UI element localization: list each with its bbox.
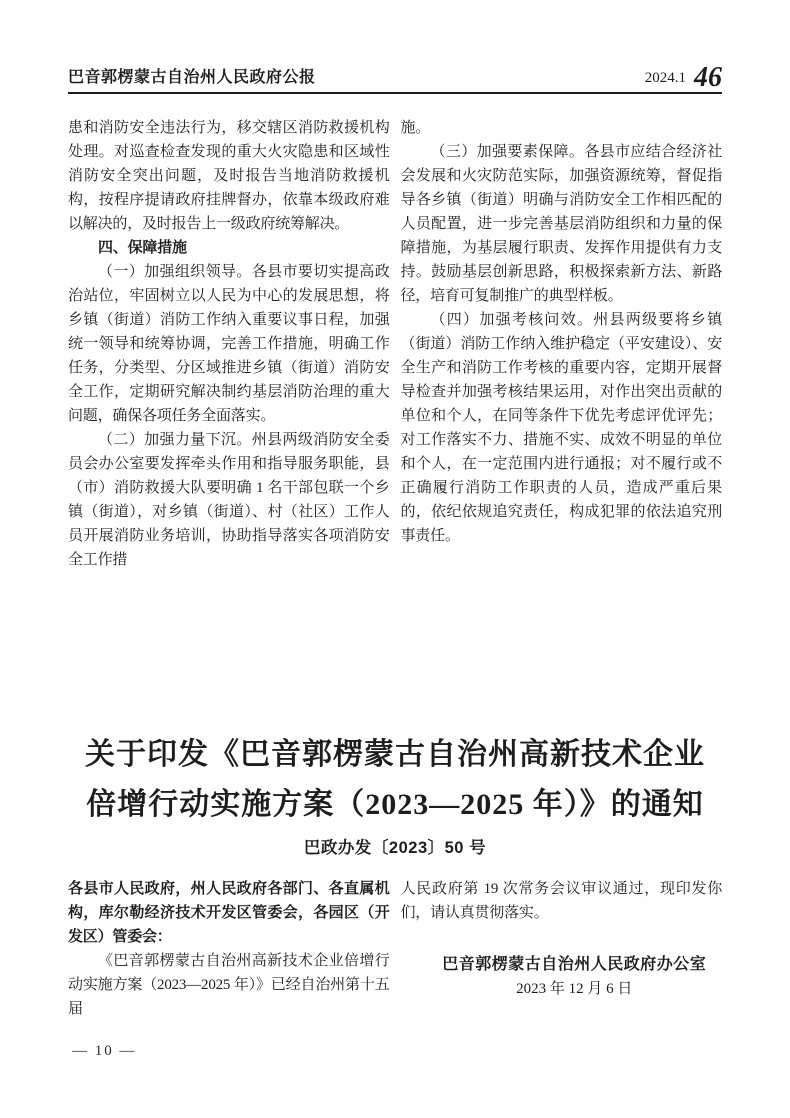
bottom-left-column [68,877,390,1027]
body-paragraph: （二）加强力量下沉。州县两级消防安全委员会办公室要发挥牵头作用和指导服务职能，县（市）消防救援大队要明确 1 名干部包联一个乡镇（街道），对乡镇（街道）、村（社区）工作人员开展消防业务培训，协助指导落实各项消防安全工作措 [68,432,390,568]
gazette-title: 巴音郭楞蒙古自治州人民政府公报 [68,69,316,86]
issue-date: 2024.1 [644,70,686,86]
notice-title [68,730,722,830]
bottom-right-column [401,877,723,1027]
body-paragraph-continued: 施。 [400,120,431,136]
body-paragraph-continued: 患和消防安全违法行为，移交辖区消防救援机构处理。对巡查检查发现的重大火灾隐患和区域性消防安全突出问题，及时报告当地消防救援机构，按程序提请政府挂牌督办，依靠本级政府难以解决的，及时报告上一级政府统筹解决。 [68,120,390,232]
top-left-column [68,116,390,568]
issue-number: 46 [694,62,722,93]
body-paragraph-continued: 人民政府第 19 次常务会议审议通过，现印发你们，请认真贯彻落实。 [400,881,722,921]
body-paragraph: （三）加强要素保障。各县市应结合经济社会发展和火灾防范实际，加强资源统筹，督促指导各乡镇（街道）明确与消防安全工作相匹配的人员配置，进一步完善基层消防组织和力量的保障措施，为基层履行职责、发挥作用提供有力支持。鼓励基层创新思路，积极探索新方法、新路径，培育可复制推广的典型样板。 [400,144,722,304]
body-paragraph: （一）加强组织领导。各县市要切实提高政治站位，牢固树立以人民为中心的发展思想，将乡镇（街道）消防工作纳入重要议事日程，加强统一领导和统筹协调，完善工作措施，明确工作任务，分类型、分区域推进乡镇（街道）消防安全工作，定期研究解决制约基层消防治理的重大问题，确保各项任务全面落实。 [68,264,390,424]
notice-title-line1: 关于印发《巴音郭楞蒙古自治州高新技术企业 [85,738,705,771]
body-paragraph: （四）加强考核问效。州县两级要将乡镇（街道）消防工作纳入维护稳定（平安建设）、安全生产和消防工作考核的重要内容，定期开展督导检查并加强考核结果运用，对作出突出贡献的单位和个人，在同等条件下优先考虑评优评先；对工作落实不力、措施不实、成效不明显的单位和个人，在一定范围内进行通报；对不履行或不正确履行消防工作职责的人员，造成严重后果的，依纪依规追究责任，构成犯罪的依法追究刑事责任。 [400,312,722,544]
notice-body-section [68,877,722,1027]
signing-office: 巴音郭楞蒙古自治州人民政府办公室 [442,956,707,973]
top-right-column [401,116,723,548]
body-paragraph: 《巴音郭楞蒙古自治州高新技术企业倍增行动实施方案（2023—2025 年）》已经自治州第十五届 [68,953,390,1017]
signature-block [401,953,723,1002]
document-number: 巴政办发〔2023〕50 号 [303,839,487,857]
page-number: — 10 — [72,1043,137,1059]
addressees: 各县市人民政府，州人民政府各部门、各直属机构，库尔勒经济技术开发区管委会，各园区（开发区）管委会： [68,880,390,945]
section-heading-4: 四、保障措施 [98,239,187,256]
signing-date: 2023 年 12 月 6 日 [516,981,633,997]
page-header [68,0,722,94]
issue-info [644,60,722,93]
notice-end-section [68,116,722,568]
notice-title-line2: 倍增行动实施方案（2023—2025 年）》的通知 [86,788,704,821]
